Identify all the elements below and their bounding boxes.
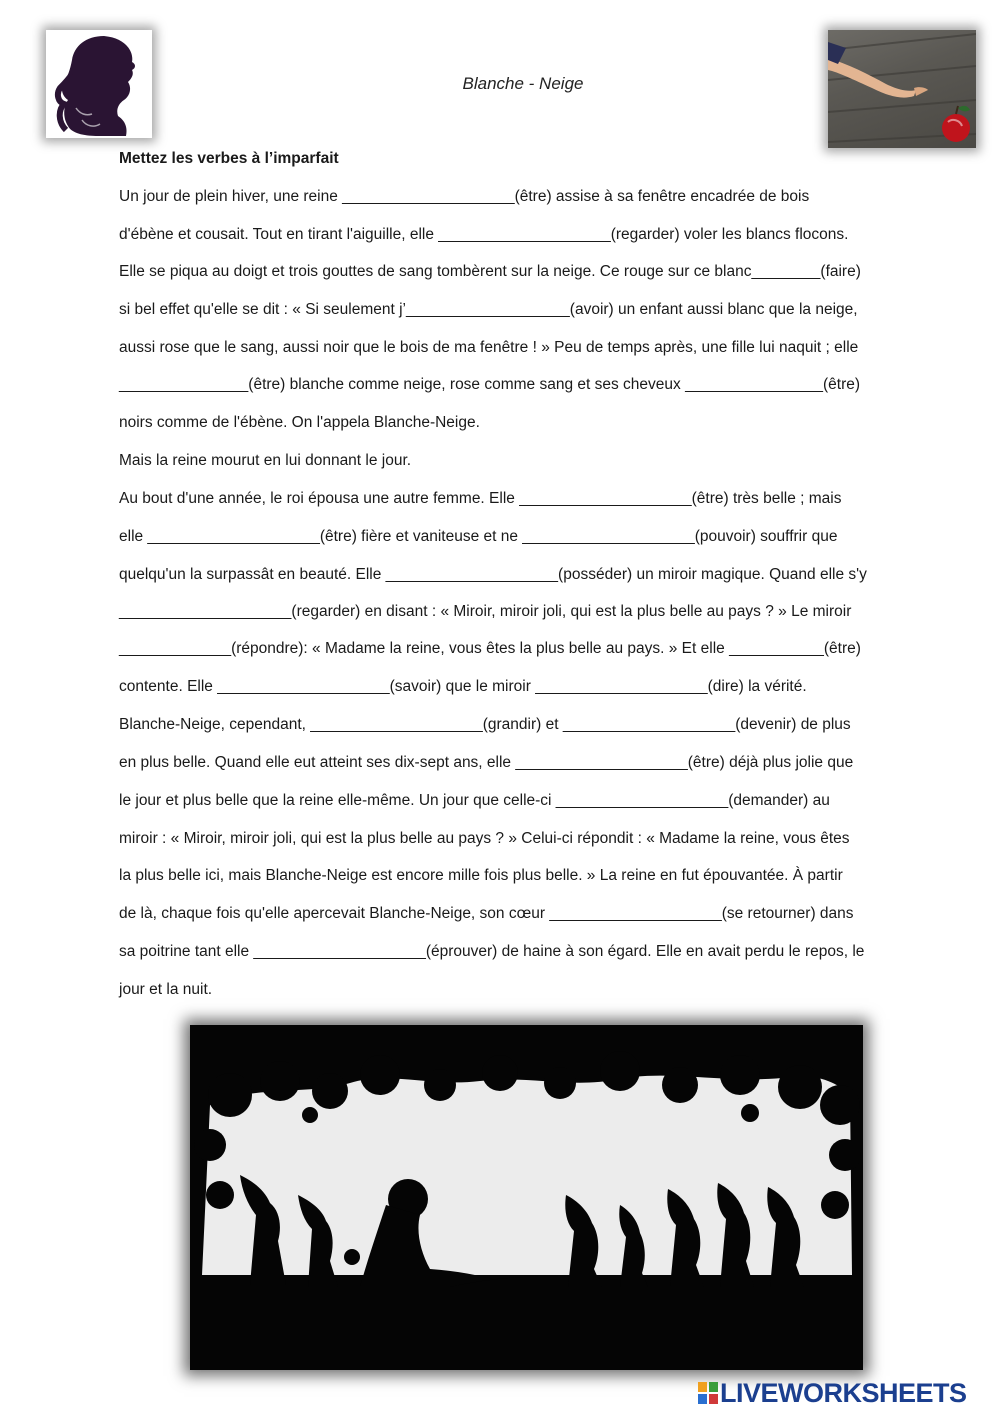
- text-line: contente. Elle ____________________(savoir) que le miroir ____________________(dire) la vérité.: [119, 678, 807, 695]
- liveworksheets-logo: [698, 1378, 967, 1408]
- snow-white-dwarfs-silhouette-image: [190, 1025, 863, 1370]
- text-line: _____________(répondre): « Madame la reine, vous êtes la plus belle au pays. » Et elle ___________(être): [119, 640, 861, 657]
- text-line: de là, chaque fois qu'elle apercevait Blanche-Neige, son cœur ____________________(se retourner) dans: [119, 905, 854, 922]
- text-line: le jour et plus belle que la reine elle-même. Un jour que celle-ci ____________________(demander) au: [119, 792, 830, 809]
- text-line: jour et la nuit.: [119, 981, 213, 998]
- logo-text: LIVEWORKSHEETS: [720, 1377, 967, 1408]
- dwarfs-silhouette-icon: [190, 1025, 863, 1370]
- text-line: noirs comme de l'ébène. On l'appela Blanche-Neige.: [119, 414, 480, 431]
- text-line: la plus belle ici, mais Blanche-Neige est encore mille fois plus belle. » La reine en fut épouvantée. À partir: [119, 867, 843, 884]
- text-line: Mais la reine mourut en lui donnant le jour.: [119, 452, 412, 469]
- text-line: miroir : « Miroir, miroir joli, qui est la plus belle au pays ? » Celui-ci répondit : « Madame la reine, vous êtes: [119, 830, 850, 847]
- liveworksheets-logo-icon: [698, 1382, 718, 1404]
- text-line: en plus belle. Quand elle eut atteint ses dix-sept ans, elle ____________________(être) déjà plus jolie que: [119, 754, 854, 771]
- document-title: Blanche - Neige: [462, 74, 584, 93]
- text-line: ____________________(regarder) en disant : « Miroir, miroir joli, qui est la plus belle au pays ? » Le miroir: [119, 603, 852, 620]
- text-line: Un jour de plein hiver, une reine ____________________(être) assise à sa fenêtre encadrée de bois: [119, 188, 810, 205]
- text-line: aussi rose que le sang, aussi noir que le bois de ma fenêtre ! » Peu de temps après, une fille lui naquit ; elle: [119, 339, 859, 356]
- text-line: Au bout d'une année, le roi épousa une autre femme. Elle ____________________(être) très belle ; mais: [119, 490, 842, 507]
- text-line: Blanche-Neige, cependant, ____________________(grandir) et ____________________(devenir) de plus: [119, 716, 851, 733]
- text-line: Elle se piqua au doigt et trois gouttes de sang tombèrent sur la neige. Ce rouge sur ce blanc________(faire): [119, 263, 861, 280]
- exercise-instruction: Mettez les verbes à l’imparfait: [119, 150, 339, 167]
- text-line: sa poitrine tant elle ____________________(éprouver) de haine à son égard. Elle en avait perdu le repos, le: [119, 943, 865, 960]
- text-line: quelqu'un la surpassât en beauté. Elle ____________________(posséder) un miroir magique. Quand elle s'y: [119, 566, 867, 583]
- text-line: elle ____________________(être) fière et vaniteuse et ne ____________________(pouvoir) souffrir que: [119, 528, 838, 545]
- text-line: _______________(être) blanche comme neige, rose comme sang et ses cheveux ________________(être): [119, 376, 861, 393]
- text-line: d'ébène et cousait. Tout en tirant l'aiguille, elle ____________________(regarder) voler les blancs flocons.: [119, 226, 849, 243]
- text-line: si bel effet qu'elle se dit : « Si seulement j’___________________(avoir) un enfant aussi blanc que la neige,: [119, 301, 858, 318]
